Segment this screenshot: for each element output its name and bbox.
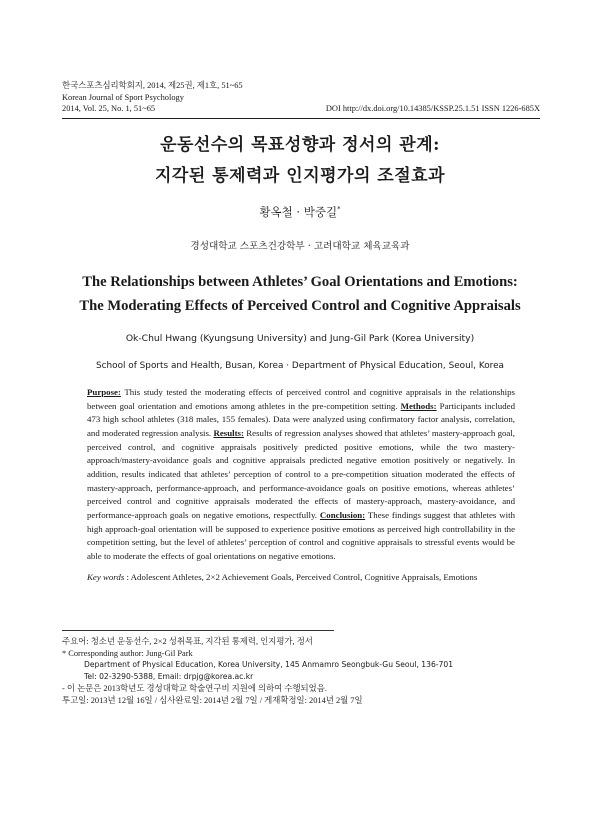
- journal-volume-pages: 2014, Vol. 25, No. 1, 51~65: [62, 104, 156, 114]
- keywords-text: : Adolescent Athletes, 2×2 Achievement Goals, Perceived Control, Cognitive Appraisals, Emotions: [124, 572, 478, 582]
- doi-issn: DOI http://dx.doi.org/10.14385/KSSP.25.1.51 ISSN 1226-685X: [325, 104, 540, 114]
- korean-affiliation: 경성대학교 스포츠건강학부 · 고려대학교 체육교육과: [190, 241, 410, 252]
- english-title-line2: The Moderating Effects of Perceived Control and Cognitive Appraisals: [79, 298, 521, 314]
- journal-english-name: Korean Journal of Sport Psychology: [62, 92, 184, 102]
- conclusion-text: These findings suggest that athletes with high approach-goal orientation will be supposed to experience positive emotions as perceived high controllability in the competition setting, but the level of athletes’ perception of control and cognitive appraisals to stressful events would be able to moderate the effects of goal orientations on negative emotions.: [87, 509, 515, 561]
- author-address: Department of Physical Education, Korea University, 145 Anmamro Seongbuk-Gu Seoul, 136-701: [84, 660, 454, 670]
- korean-author-names: 황옥철 · 박중길: [259, 205, 338, 219]
- conclusion-label: Conclusion:: [319, 509, 366, 520]
- purpose-label: Purpose:: [87, 387, 121, 397]
- english-title-line1: The Relationships between Athletes’ Goal Orientations and Emotions:: [82, 274, 518, 290]
- author-contact: Tel: 02-3290-5388, Email: drpjg@korea.ac.kr: [84, 672, 254, 682]
- footnote-divider: [62, 630, 334, 631]
- results-label: Results:: [213, 427, 244, 438]
- header-divider: [62, 118, 540, 119]
- keywords-label: Key words: [87, 572, 125, 582]
- abstract: [87, 386, 515, 564]
- journal-header: [62, 80, 540, 115]
- funding-note: - 이 논문은 2013학년도 경성대학교 학술연구비 지원에 의하여 수행되었음.: [62, 683, 327, 693]
- corresponding-author-mark: *: [337, 205, 341, 214]
- results-text: Results of regression analyses showed that athletes’ mastery-approach goal, perceived control, and cognitive appraisals positively predicted positive emotions, while the two mastery-approach/mastery-avoidance goals and cognitive appraisals predicted negative emotion positively or negatively. In addition, results indicated that athletes’ perception of control to a pre-competition situation moderated the effects of mastery-approach, performance-approach, and performance-avoidance goals on positive emotions, whereas athletes’ perceived control and cognitive appraisals moderated the effects of mastery-approach, mastery-avoidance, and performance-approach goals on negative emotions, respectfully.: [87, 427, 516, 520]
- purpose-text: This study tested the moderating effects of perceived control and cognitive appraisals in the relationships between goal orientation and emotions among athletes in the pre-competition setting.: [87, 387, 515, 411]
- journal-korean-citation: 한국스포츠심리학회지, 2014, 제25권, 제1호, 51~65: [62, 81, 243, 90]
- korean-authors: [0, 204, 600, 220]
- korean-title-line2: 지각된 통제력과 인지평가의 조절효과: [154, 166, 445, 186]
- korean-title-line1: 운동선수의 목표성향과 정서의 관계:: [160, 135, 440, 155]
- korean-keywords: 주요어: 청소년 운동선수, 2×2 성취목표, 지각된 통제력, 인지평가, 정서: [62, 637, 313, 646]
- footnotes: [62, 636, 542, 706]
- methods-label: Methods:: [400, 400, 437, 411]
- english-authors: Ok-Chul Hwang (Kyungsung University) and Jung-Gil Park (Korea University): [125, 333, 475, 344]
- journal-citation-row: [62, 103, 540, 115]
- corresponding-author: * Corresponding author: Jung-Gil Park: [62, 648, 193, 658]
- submission-dates: 투고일: 2013년 12월 16일 / 심사완료일: 2014년 2월 7일 / 게재확정일: 2014년 2월 7일: [62, 695, 363, 705]
- keywords: [87, 572, 527, 582]
- methods-text: Participants included 473 high school athletes (318 males, 155 females). Data were analyzed using confirmatory factor analysis, correlation, and moderated regression analysis.: [87, 400, 515, 438]
- english-affiliation: School of Sports and Health, Busan, Korea · Department of Physical Education, Seoul, Korea: [96, 361, 504, 371]
